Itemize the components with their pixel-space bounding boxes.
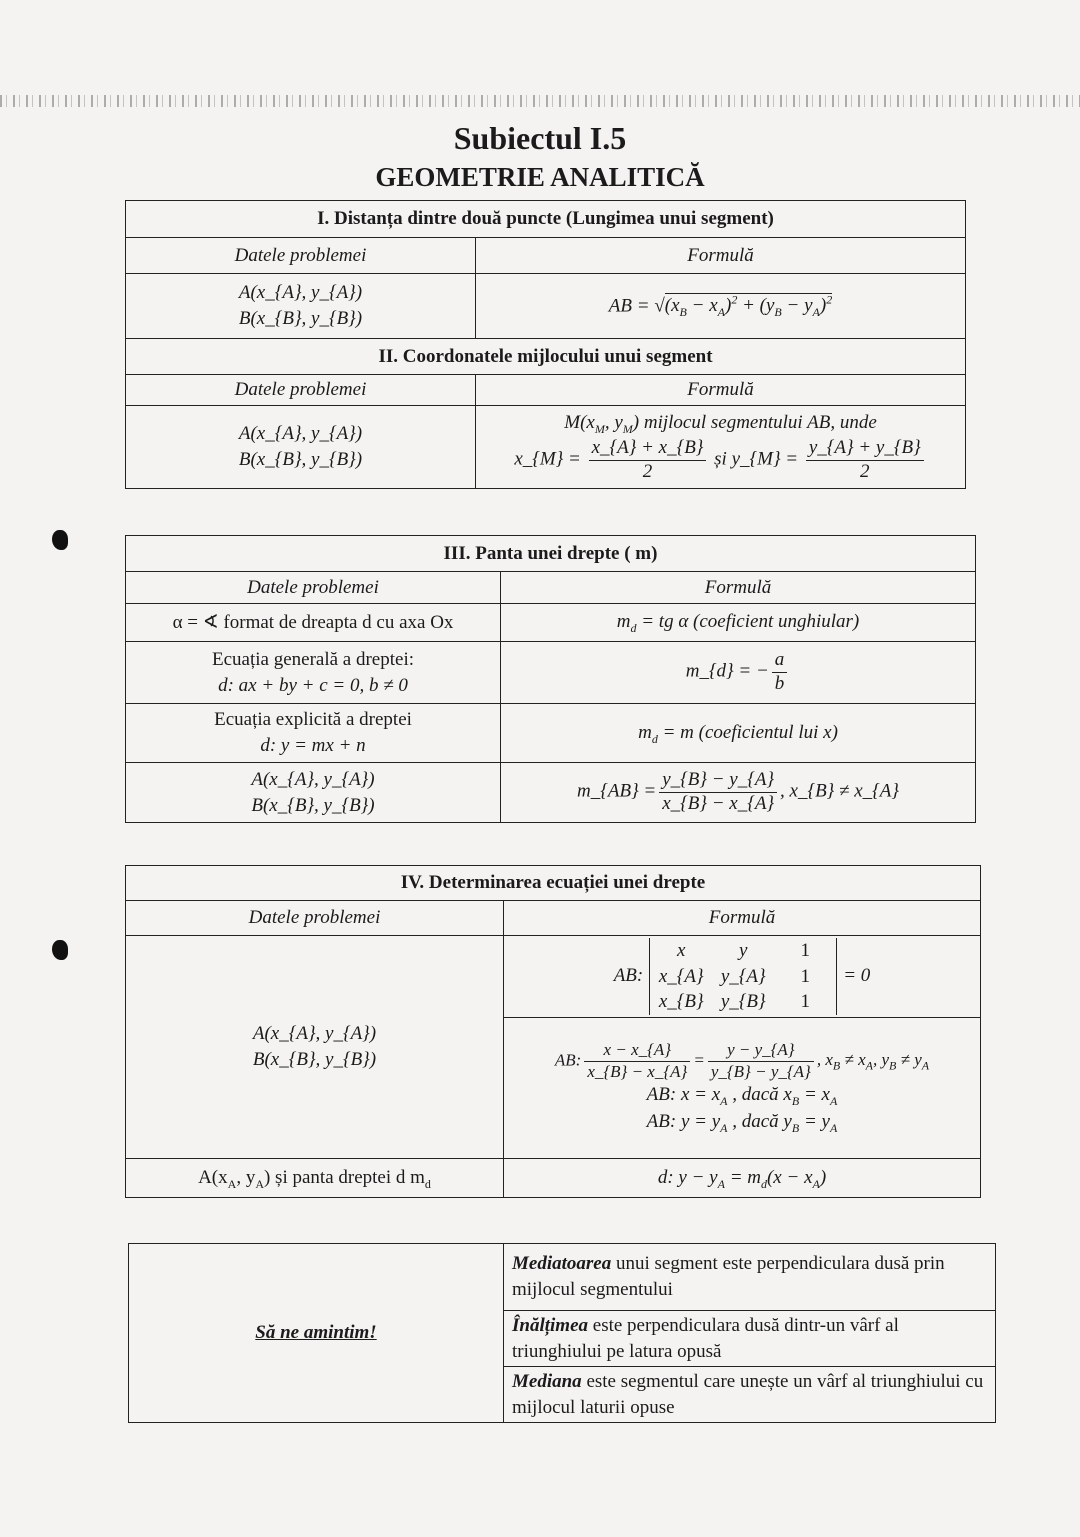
two-points-data	[126, 763, 501, 823]
ym-fraction	[806, 437, 924, 484]
table-line-equation	[125, 865, 981, 1198]
point-slope-data	[126, 1159, 504, 1198]
vertical-line-case: AB: $x = x_A$ , dacă $x_B = x_A$	[646, 1083, 838, 1108]
column-header-data: Datele problemei	[126, 238, 476, 274]
term-definition: unui segment este perpendiculara dusă prin mijlocul segmentului	[512, 1253, 945, 1300]
point-slope-description: $A(x_A$, $y_A$) și panta dreptei d $m_d$	[198, 1166, 431, 1191]
general-equation-formula	[501, 642, 976, 704]
scan-artifact-strip	[0, 95, 1080, 107]
slope-fraction	[772, 649, 788, 696]
point-b: B(x_{B}, y_{B})	[238, 308, 363, 329]
matrix-cell: 1	[800, 991, 810, 1013]
tangent-formula: $m_d$ = tg α (coeficient unghiular)	[616, 611, 860, 635]
section-1-title: I. Distanța dintre două puncte (Lungimea unui segment)	[126, 201, 966, 238]
remember-item	[504, 1367, 996, 1423]
slope-angle-data	[126, 604, 501, 642]
section-2-title: II. Coordonatele mijlocului unui segment	[126, 339, 966, 375]
ym-lhs: y_{M} =	[731, 448, 799, 470]
remember-item	[504, 1244, 996, 1311]
x-fraction	[584, 1040, 690, 1082]
determinant-rhs: = 0	[843, 964, 871, 986]
slope-lhs: m_{d} = −	[685, 660, 769, 682]
fraction-numerator: y_{A} + y_{B}	[806, 437, 924, 461]
slope-coefficient-formula: $m_d = m$ (coeficientul lui x)	[638, 721, 838, 746]
section-1-data	[126, 274, 476, 339]
column-header-formula: Formulă	[476, 238, 966, 274]
punch-hole-mark	[52, 530, 68, 550]
explicit-equation-data	[126, 704, 501, 763]
explicit-equation-formula	[501, 704, 976, 763]
column-header-data: Datele problemei	[126, 901, 504, 936]
term-mediana: Mediana	[512, 1370, 582, 1392]
general-equation-data	[126, 642, 501, 704]
distance-radicand: $(x_B - x_A)^2 + (y_B - y_A)^2$	[664, 292, 833, 319]
angle-description: α = ∢ format de dreapta d cu axa Ox	[172, 611, 454, 633]
fraction-denominator: 2	[642, 460, 653, 482]
explicit-equation-label: Ecuația explicită a dreptei	[214, 709, 412, 731]
slope-angle-formula	[501, 604, 976, 642]
distance-lhs: AB =	[608, 295, 655, 317]
column-header-formula: Formulă	[476, 375, 966, 406]
remember-item	[504, 1311, 996, 1367]
table-slope	[125, 535, 976, 823]
punch-hole-mark	[52, 940, 68, 960]
matrix-cell: y	[739, 940, 748, 962]
page-subject: Subiectul I.5	[453, 120, 627, 156]
matrix-cell: y_{A}	[720, 965, 766, 987]
horizontal-line-case: AB: $y = y_A$ , dacă $y_B = y_A$	[646, 1110, 838, 1135]
column-header-data: Datele problemei	[126, 572, 501, 604]
column-header-formula: Formulă	[501, 572, 976, 604]
point-slope-equation: d: $y - y_A = m_d(x - x_A)$	[657, 1166, 827, 1191]
midpoint-coordinates	[480, 437, 961, 484]
matrix-cell: 1	[800, 965, 810, 987]
determinant-lhs: AB:	[613, 964, 644, 986]
point-b: B(x_{B}, y_{B})	[251, 794, 375, 816]
point-b: B(x_{B}, y_{B})	[252, 1049, 377, 1070]
determinant-formula	[504, 936, 981, 1018]
fraction-numerator: y − y_{A}	[708, 1040, 814, 1061]
fraction-numerator: x − x_{A}	[584, 1040, 690, 1061]
fraction-denominator: x_{B} − x_{A}	[587, 1061, 688, 1081]
fraction-denominator: y_{B} − y_{A}	[710, 1061, 811, 1081]
slope-lhs: m_{AB} =	[577, 780, 657, 802]
fraction-numerator: x_{A} + x_{B}	[589, 437, 707, 461]
general-equation-label: Ecuația generală a dreptei:	[211, 648, 414, 670]
determinant-matrix	[649, 938, 837, 1015]
fraction-numerator: a	[772, 649, 788, 673]
page-title: GEOMETRIE ANALITICĂ	[375, 162, 705, 192]
term-mediatoarea: Mediatoarea	[512, 1253, 612, 1275]
point-a: A(x_{A}, y_{A})	[251, 768, 375, 790]
column-header-formula: Formulă	[504, 901, 981, 936]
slope-condition: , x_{B} ≠ x_{A}	[780, 780, 899, 802]
fraction-denominator: x_{B} − x_{A}	[662, 793, 775, 814]
term-inaltimea: Înălțimea	[512, 1314, 589, 1336]
section-2-data	[126, 406, 476, 489]
section-4-title: IV. Determinarea ecuației unei drepte	[126, 866, 981, 901]
section-2-formula	[476, 406, 966, 489]
fraction-condition: , $x_B \ne x_A$, $y_B \ne y_A$	[816, 1050, 930, 1073]
remember-label: Să ne amintim!	[255, 1322, 377, 1344]
fraction-formula	[504, 1018, 981, 1159]
square-root-icon: √	[654, 295, 665, 317]
point-slope-formula	[504, 1159, 981, 1198]
matrix-cell: x_{B}	[658, 991, 704, 1013]
fraction-numerator: y_{B} − y_{A}	[659, 769, 777, 793]
column-header-data: Datele problemei	[126, 375, 476, 406]
point-a: A(x_{A}, y_{A})	[238, 282, 363, 304]
point-b: B(x_{B}, y_{B})	[238, 449, 363, 470]
and-word: și	[714, 448, 727, 470]
xm-lhs: x_{M} =	[514, 448, 581, 470]
matrix-cell: x_{A}	[658, 965, 704, 987]
remember-box	[128, 1243, 996, 1423]
matrix-cell: x	[677, 940, 686, 962]
fraction-denominator: 2	[860, 460, 870, 482]
two-points-data	[126, 936, 504, 1159]
xm-fraction	[589, 437, 707, 484]
general-equation: d: ax + by + c = 0, b ≠ 0	[218, 674, 408, 696]
two-points-formula	[501, 763, 976, 823]
section-1-formula	[476, 274, 966, 339]
slope-fraction	[659, 769, 777, 816]
explicit-equation: d: y = mx + n	[260, 735, 366, 756]
point-a: A(x_{A}, y_{A})	[252, 1023, 377, 1045]
matrix-cell: y_{B}	[720, 991, 766, 1013]
midpoint-definition: $M(x_M$, $y_M$) mijlocul segmentului AB, unde	[564, 412, 877, 436]
point-a: A(x_{A}, y_{A})	[238, 423, 363, 445]
term-definition: este perpendiculara dusă dintr-un vârf al triunghiului pe latura opusă	[512, 1314, 899, 1362]
remember-label-cell	[129, 1244, 504, 1423]
fraction-lhs: AB:	[554, 1050, 582, 1070]
y-fraction	[708, 1040, 814, 1082]
matrix-cell: 1	[800, 940, 810, 962]
table-distance-midpoint	[125, 200, 966, 489]
term-definition: este segmentul care unește un vârf al triunghiului cu mijlocul laturii opuse	[512, 1370, 984, 1418]
section-3-title: III. Panta unei drepte ( m)	[126, 536, 976, 572]
equals-sign: =	[693, 1050, 705, 1070]
fraction-denominator: b	[774, 673, 785, 694]
